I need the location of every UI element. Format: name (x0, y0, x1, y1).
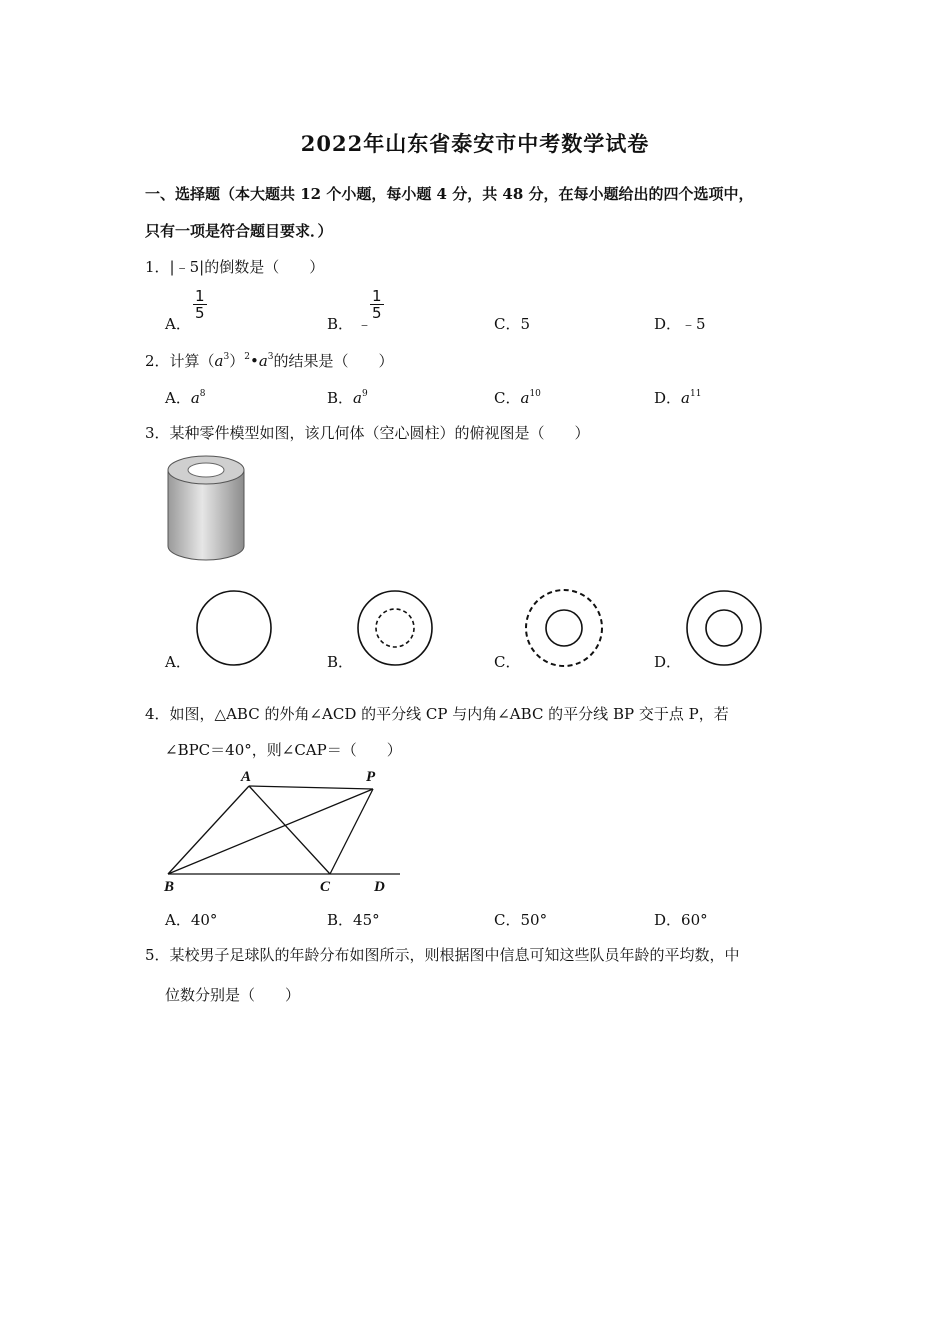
q3-figure-a-single-circle (194, 590, 274, 670)
cylinder-hole (188, 463, 224, 477)
q1-a-denominator: 5 (195, 304, 205, 322)
q3-option-b: B． (327, 653, 354, 671)
segment-ba (168, 786, 249, 874)
segment-ap (249, 786, 373, 789)
section-heading-line2: 只有一项是符合题目要求．） (145, 222, 333, 240)
q4-option-d: D．60° (654, 911, 708, 929)
q4-stem-line1: 4．如图，△ABC 的外角∠ACD 的平分线 CP 与内角∠ABC 的平分线 BP 交于点 P，若 (145, 705, 729, 723)
label-point-b: B (164, 879, 175, 895)
triangle-geometry-figure (160, 764, 410, 898)
q1-option-c: C．5 (494, 315, 531, 333)
q4-stem-line2: ∠BPC＝40°，则∠CAP＝（ ） (165, 741, 402, 759)
q2-stem: 2．计算$(a^3)^2•a^3$的结果是（ ） (145, 352, 394, 370)
q1-b-numerator: 1 (372, 287, 382, 305)
q3-stem: 3．某种零件模型如图，该几何体（空心圆柱）的俯视图是（ ） (145, 424, 590, 442)
label-point-p: P (366, 769, 376, 785)
q1-option-a-fraction (193, 288, 207, 321)
segment-cp (330, 789, 373, 874)
q3-figure-b-dashed-inner (355, 590, 435, 670)
q3-option-a: A． (165, 653, 191, 671)
q2-option-a: A．$a^8$ (165, 389, 206, 407)
q3-figure-c-dashed-outer (522, 588, 606, 672)
label-point-d: D (374, 879, 385, 895)
label-point-a: A (241, 769, 252, 785)
q1-option-a-label: A． (165, 315, 191, 333)
label-point-c: C (320, 879, 331, 895)
q4-option-c: C．50° (494, 911, 548, 929)
q5-stem-line1: 5．某校男子足球队的年龄分布如图所示，则根据图中信息可知这些队员年龄的平均数，中 (145, 946, 740, 964)
q2-option-b: B．$a^9$ (327, 389, 368, 407)
q2-option-d: D．$a^{11}$ (654, 389, 702, 407)
hollow-cylinder-figure (160, 450, 252, 566)
q1-option-b-fraction (370, 288, 384, 321)
q1-option-b-sign: ﹣ (357, 315, 373, 333)
q4-option-b: B．45° (327, 911, 380, 929)
q2-option-c: C．$a^{10}$ (494, 389, 541, 407)
segment-bp (168, 789, 373, 874)
q3-figure-d-solid-rings (684, 590, 764, 670)
page-title: 2022年山东省泰安市中考数学试卷 (300, 131, 650, 156)
q4-option-a: A．40° (165, 911, 218, 929)
q1-b-denominator: 5 (372, 304, 382, 322)
q3-option-d: D． (654, 653, 682, 671)
section-heading-line1: 一、选择题（本大题共 12 个小题，每小题 4 分，共 48 分，在每小题给出的四个选项中， (145, 185, 754, 203)
q1-option-d: D．﹣5 (654, 315, 706, 333)
q1-option-b-label: B． (327, 315, 354, 333)
q1-a-numerator: 1 (195, 287, 205, 305)
q1-stem: 1．|﹣5|的倒数是（ ） (145, 258, 325, 276)
q5-stem-line2: 位数分别是（ ） (165, 986, 301, 1004)
q3-option-c: C． (494, 653, 521, 671)
segment-ac (249, 786, 330, 874)
